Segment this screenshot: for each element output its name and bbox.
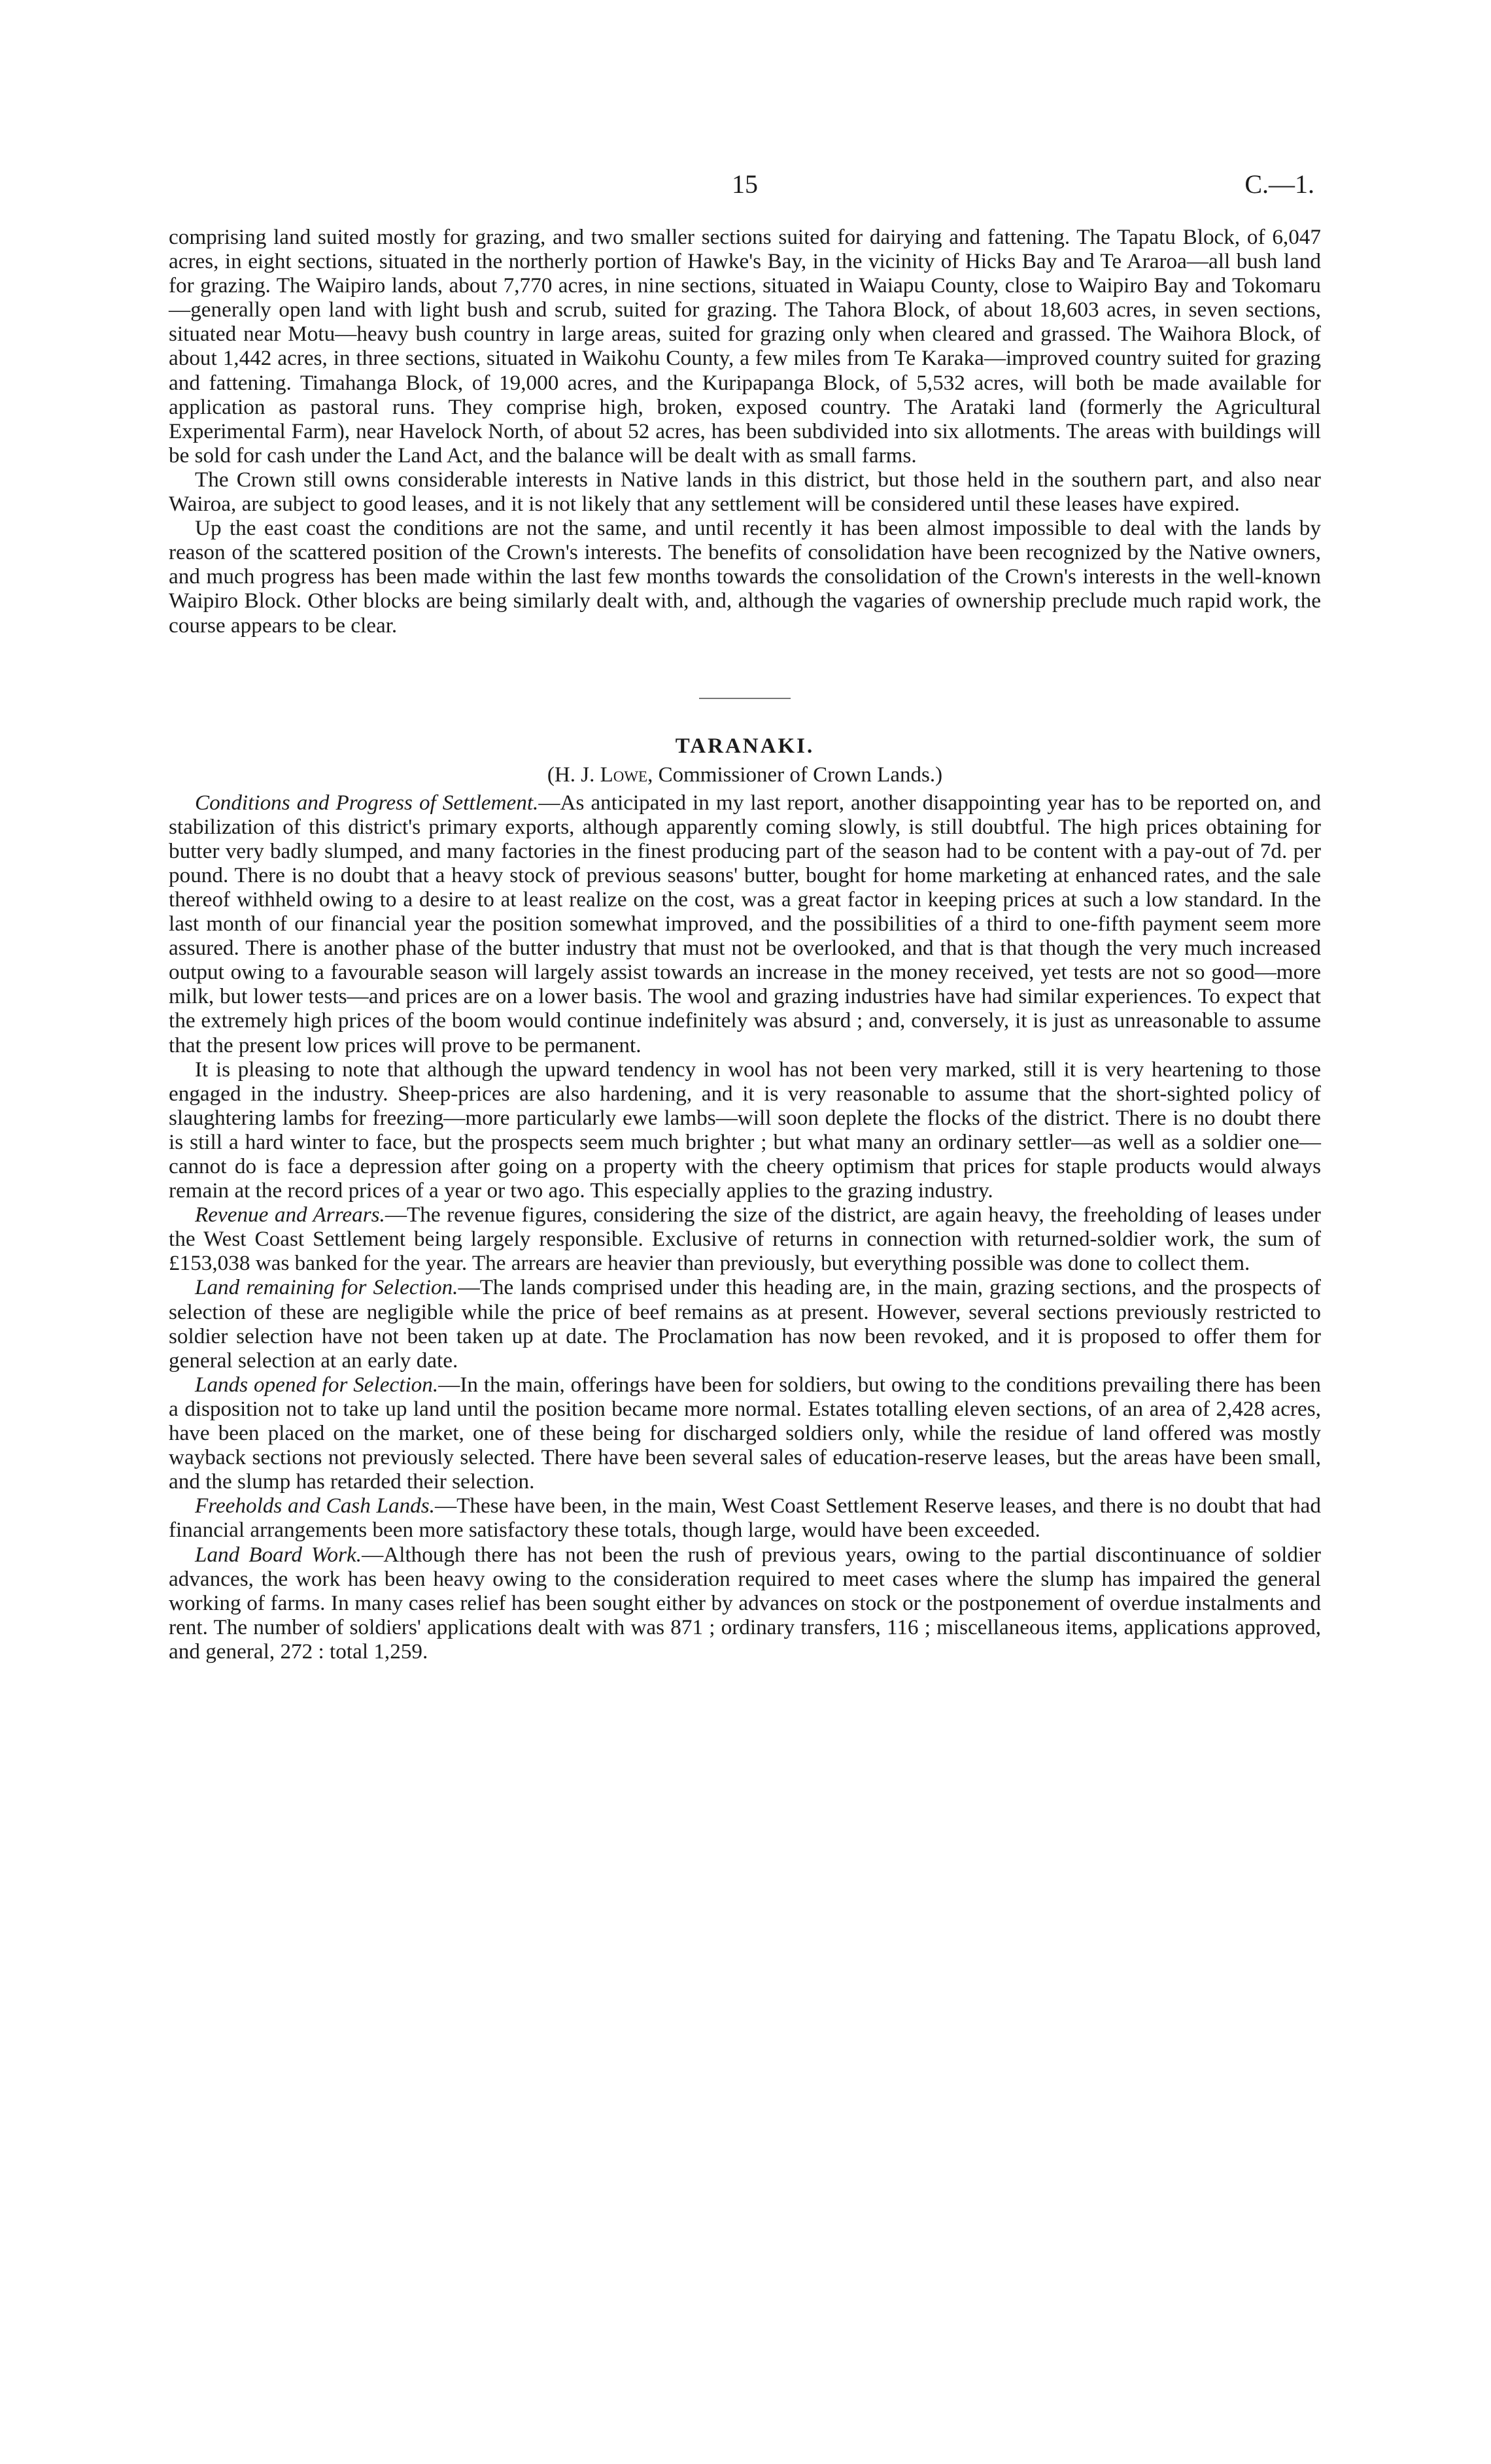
paragraph-land-board (169, 1543, 1321, 1664)
text-revenue: —The revenue figures, considering the size of the district, are again heavy, the freeholding of leases under the West Coast Settlement being largely responsible. Exclusive of returns in connection with returned-soldier work, the sum of £153,038 was banked for the year. The arrears are heavier than previously, but everything possible was done to collect them. (169, 1203, 1321, 1276)
section-title: TARANAKI. (675, 734, 815, 758)
paragraph-continued: comprising land suited mostly for grazing, and two smaller sections suited for dairying and fattening. The Tapatu Block, of 6,047 acres, in eight sections, situated in the northerly portion of Hawke's Bay, in the vicinity of Hicks Bay and Te Araroa—all bush land for grazing. The Waipiro lands, about 7,770 acres, in nine sections, situated in Waiapu County, close to Waipiro Bay and Tokomaru—generally open land with light bush and scrub, suited for grazing. The Tahora Block, of about 18,603 acres, in seven sections, situated near Motu—heavy bush country in large areas, suited for grazing only when cleared and grassed. The Waihora Block, of about 1,442 acres, in three sections, situated in Waikohu County, a few miles from Te Karaka—improved country suited for grazing and fattening. Timahanga Block, of 19,000 acres, and the Kuripapanga Block, of 5,532 acres, will both be made available for application as pastoral runs. They comprise high, broken, exposed country. The Arataki land (formerly the Agricultural Experimental Farm), near Havelock North, of about 52 acres, has been subdivided into six allotments. The areas with buildings will be sold for cash under the Land Act, and the balance will be dealt with as small farms. (169, 225, 1321, 468)
document-page (169, 171, 1321, 1664)
document-reference: C.—1. (1244, 169, 1314, 199)
heading-conditions: Conditions and Progress of Settlement. (195, 790, 539, 815)
paragraph-conditions (169, 791, 1321, 1057)
text-lands-opened: —In the main, offerings have been for soldiers, but owing to the conditions prevailing there has been a disposition not to take up land until the position became more normal. Estates totalling eleven sections, of an area of 2,428 acres, have been placed on the market, one of these being for discharged soldiers only, while the residue of land offered was mostly wayback sections not previously selected. There have been several sales of education-reserve leases, but the areas have been small, and the slump has retarded their selection. (169, 1372, 1321, 1494)
commissioner-role: , Commissioner of Crown Lands.) (647, 762, 943, 787)
text-land-board: —Although there has not been the rush of previous years, owing to the partial discontinuance of soldier advances, the work has been heavy owing to the consideration required to meet cases where the slump has impaired the general working of farms. In many cases relief has been sought either by advances on stock or the postponement of overdue instalments and rent. The number of soldiers' applications dealt with was 871 ; ordinary transfers, 116 ; miscellaneous items, applications approved, and general, 272 : total 1,259. (169, 1542, 1321, 1664)
paragraph-land-remaining (169, 1275, 1321, 1372)
paragraph-revenue (169, 1203, 1321, 1275)
page-number: 15 (732, 169, 758, 199)
heading-lands-opened: Lands opened for Selection. (195, 1372, 439, 1397)
paragraph-pleasing: It is pleasing to note that although the upward tendency in wool has not been very marked, still it is very heartening to those engaged in the industry. Sheep-prices are also hardening, and it is very reasonable to assume that the short-sighted policy of slaughtering lambs for freezing—more particularly ewe lambs—will soon deplete the flocks of the district. There is no doubt there is still a hard winter to face, but the prospects seem much brighter ; but what many an ordinary settler—as well as a soldier one—cannot do is face a depression after going on a property with the cheery optimism that prices for staple products would always remain at the record prices of a year or two ago. This especially applies to the grazing industry. (169, 1057, 1321, 1203)
heading-land-remaining: Land remaining for Selection. (195, 1275, 458, 1300)
heading-revenue: Revenue and Arrears. (195, 1203, 385, 1227)
paragraph-east-coast: Up the east coast the conditions are not the same, and until recently it has been almost impossible to deal with the lands by reason of the scattered position of the Crown's interests. The benefits of consolidation have been recognized by the Native owners, and much progress has been made within the last few months towards the consolidation of the Crown's interests in the well-known Waipiro Block. Other blocks are being similarly dealt with, and, although the vagaries of ownership preclude much rapid work, the course appears to be clear. (169, 516, 1321, 638)
heading-freeholds: Freeholds and Cash Lands. (195, 1494, 435, 1518)
text-freeholds: —These have been, in the main, West Coast Settlement Reserve leases, and there is no doubt that had financial arrangements been more satisfactory these totals, though large, would have been exceeded. (169, 1494, 1321, 1543)
paragraph-crown-interests: The Crown still owns considerable interests in Native lands in this district, but those held in the southern part, and also near Wairoa, are subject to good leases, and it is not likely that any settlement will be considered until these leases have expired. (169, 467, 1321, 517)
text-land-remaining: —The lands comprised under this heading are, in the main, grazing sections, and the prospects of selection of these are negligible while the price of beef remains as at present. However, several sections previously restricted to soldier selection have not been taken up at date. The Proclamation has now been revoked, and it is proposed to offer them for general selection at an early date. (169, 1275, 1321, 1373)
commissioner-line (169, 761, 1321, 789)
heading-land-board: Land Board Work. (195, 1542, 362, 1567)
page-header (169, 171, 1321, 211)
section-divider (699, 698, 791, 699)
paragraph-freeholds (169, 1494, 1321, 1542)
paragraph-lands-opened (169, 1373, 1321, 1494)
commissioner-name: H. J. Lowe (554, 762, 648, 787)
text-conditions: —As anticipated in my last report, another disappointing year has to be reported on, and stabilization of this district's primary exports, although apparently coming slowly, is still doubtful. The high prices obtaining for butter very badly slumped, and many factories in the finest producing part of the season had to be content with a pay-out of 7d. per pound. There is no doubt that a heavy stock of previous seasons' butter, bought for home marketing at enhanced rates, and the sale thereof withheld owing to a desire to at least realize on the cost, was a great factor in keeping prices at such a low standard. In the last month of our financial year the position somewhat improved, and the possibilities of a third to one-fifth payment seem more assured. There is another phase of the butter industry that must not be overlooked, and that is that though the very much increased output owing to a favourable season will largely assist towards an increase in the money received, yet tests are not so good—more milk, but lower tests—and prices are on a lower basis. The wool and grazing industries have had similar experiences. To expect that the extremely high prices of the boom would continue indefinitely was absurd ; and, conversely, it is just as unreasonable to assume that the present low prices will prove to be permanent. (169, 790, 1321, 1057)
commissioner-open-paren: ( (547, 762, 555, 787)
